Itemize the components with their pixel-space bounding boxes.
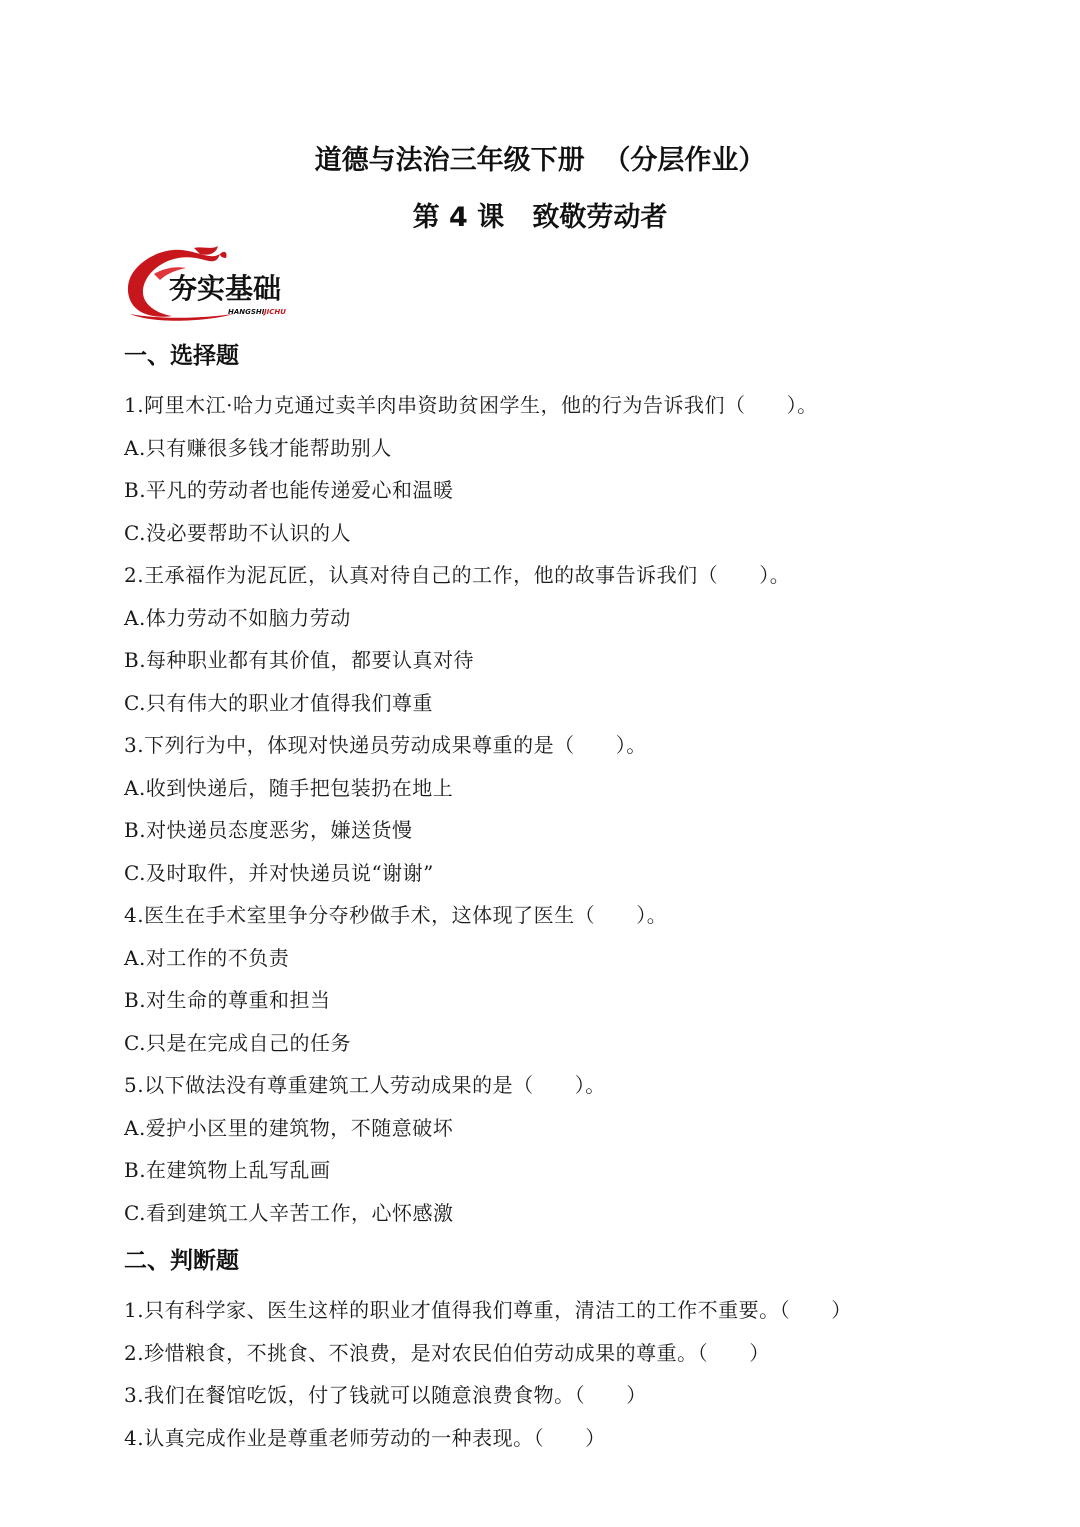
question-1: 1.阿里木江·哈力克通过卖羊肉串资助贫困学生，他的行为告诉我们（ ）。 — [124, 393, 818, 417]
option-3b: B.对快递员态度恶劣，嫌送货慢 — [124, 818, 413, 842]
option-2b: B.每种职业都有其价值，都要认真对待 — [124, 648, 475, 672]
question-4: 4.医生在手术室里争分夺秒做手术，这体现了医生（ ）。 — [124, 903, 668, 927]
option-4c: C.只是在完成自己的任务 — [124, 1031, 351, 1055]
option-2a: A.体力劳动不如脑力劳动 — [124, 606, 351, 630]
dragon-logo-icon — [124, 244, 304, 322]
option-1b: B.平凡的劳动者也能传递爱心和温暖 — [124, 478, 454, 502]
svg-text:夯实基础: 夯实基础 — [169, 272, 282, 305]
question-2: 2.王承福作为泥瓦匠，认真对待自己的工作，他的故事告诉我们（ ）。 — [124, 563, 791, 587]
section-heading-judgement: 二、判断题 — [124, 1248, 239, 1274]
option-3c: C.及时取件，并对快递员说“谢谢” — [124, 861, 434, 885]
judgement-4: 4.认真完成作业是尊重老师劳动的一种表现。（ ） — [124, 1426, 606, 1450]
option-3a: A.收到快递后，随手把包装扔在地上 — [124, 776, 454, 800]
option-5c: C.看到建筑工人辛苦工作，心怀感激 — [124, 1201, 454, 1225]
judgement-1: 1.只有科学家、医生这样的职业才值得我们尊重，清洁工的工作不重要。（ ） — [124, 1298, 852, 1322]
option-4b: B.对生命的尊重和担当 — [124, 988, 331, 1012]
judgement-3: 3.我们在餐馆吃饭，付了钱就可以随意浪费食物。（ ） — [124, 1383, 647, 1407]
svg-text:HANGSHI: HANGSHI — [228, 308, 265, 316]
svg-text:JICHU: JICHU — [264, 308, 286, 316]
option-2c: C.只有伟大的职业才值得我们尊重 — [124, 691, 433, 715]
option-5a: A.爱护小区里的建筑物，不随意破坏 — [124, 1116, 454, 1140]
lesson-title: 第 4 课 致敬劳动者 — [412, 202, 668, 233]
hangshi-jichu-logo — [124, 244, 304, 322]
question-5: 5.以下做法没有尊重建筑工人劳动成果的是（ ）。 — [124, 1073, 606, 1097]
option-1a: A.只有赚很多钱才能帮助别人 — [124, 436, 392, 460]
option-1c: C.没必要帮助不认识的人 — [124, 521, 351, 545]
judgement-2: 2.珍惜粮食，不挑食、不浪费，是对农民伯伯劳动成果的尊重。（ ） — [124, 1341, 770, 1365]
page-title: 道德与法治三年级下册 （分层作业） — [314, 145, 766, 176]
option-5b: B.在建筑物上乱写乱画 — [124, 1158, 331, 1182]
question-3: 3.下列行为中，体现对快递员劳动成果尊重的是（ ）。 — [124, 733, 647, 757]
option-4a: A.对工作的不负责 — [124, 946, 290, 970]
section-heading-choice: 一、选择题 — [124, 343, 239, 369]
